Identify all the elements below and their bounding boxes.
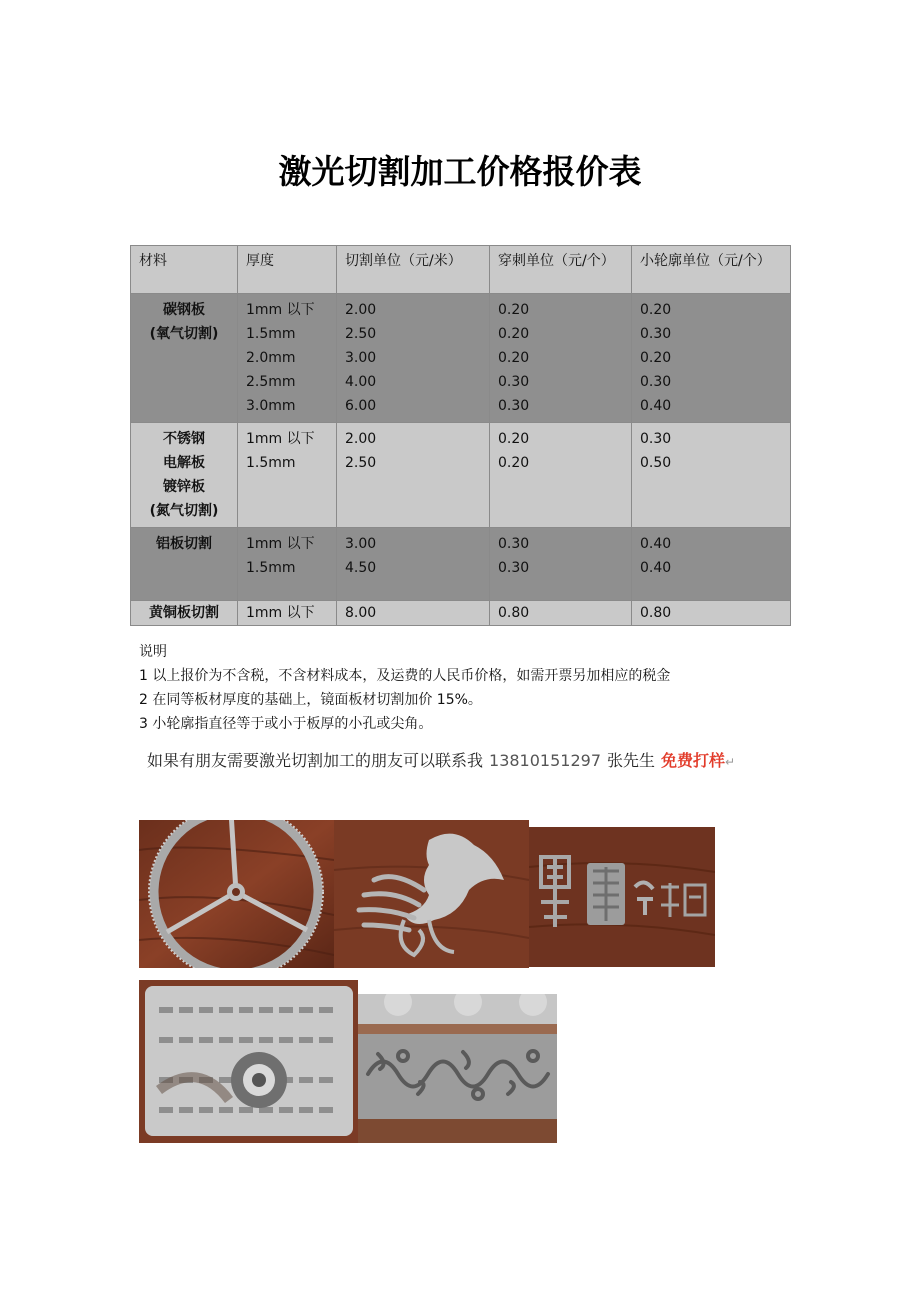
thickness-value: 1mm 以下 [246,431,315,447]
contour-price: 0.30 [640,326,672,342]
cut-price-cell [337,423,490,528]
contour-price: 0.20 [640,302,672,318]
thickness-cell: 1mm 以下 [238,601,337,626]
pierce-price: 0.20 [498,350,530,366]
cut-price-cell: 8.00 [337,601,490,626]
sample-photo-mirror-plate [139,980,358,1143]
table-header-row [131,246,791,294]
return-mark-icon: ↵ [725,755,736,769]
cut-price: 4.50 [345,560,377,576]
free-sample-offer: 免费打样 [661,751,726,770]
cut-price-cell [337,294,490,423]
cut-price: 6.00 [345,398,377,414]
sample-photo-ornament-strip [358,994,557,1143]
pierce-price-cell: 0.80 [490,601,632,626]
thickness-value: 2.5mm [246,374,296,390]
material-name: 铝板切割 [156,536,212,552]
header-pierce-price: 穿刺单位（元/个） [490,246,632,294]
thickness-cell [238,528,337,601]
pierce-price: 0.30 [498,536,530,552]
cut-price-cell [337,528,490,601]
material-name: 不锈钢 [163,431,205,447]
contour-price: 0.40 [640,398,672,414]
pierce-price: 0.20 [498,302,530,318]
material-name: 碳钢板 [163,302,205,318]
sample-photo-phoenix [334,820,529,968]
thickness-value: 2.0mm [246,350,296,366]
thickness-value: 3.0mm [246,398,296,414]
contour-price: 0.20 [640,350,672,366]
pierce-price: 0.20 [498,326,530,342]
contour-price: 0.30 [640,374,672,390]
gear-wheel-image [139,820,334,968]
thickness-value: 1.5mm [246,560,296,576]
page-title: 激光切割加工价格报价表 [278,152,642,191]
cut-price: 3.00 [345,350,377,366]
mirror-plate-image [139,980,358,1143]
header-contour-price: 小轮廓单位（元/个） [632,246,791,294]
contour-price-cell: 0.80 [632,601,791,626]
contour-price-cell [632,294,791,423]
contour-price: 0.40 [640,536,672,552]
cut-price: 2.00 [345,302,377,318]
thickness-value: 1mm 以下 [246,536,315,552]
notes-section [139,640,670,736]
ornament-strip-image [358,994,557,1143]
table-row-carbon-steel [131,294,791,423]
cut-price: 3.00 [345,536,377,552]
cut-price: 4.00 [345,374,377,390]
table-row-stainless-steel [131,423,791,528]
header-thickness: 厚度 [238,246,337,294]
material-method: (氧气切割) [149,326,219,342]
contour-price-cell [632,528,791,601]
material-cell [131,528,238,601]
notes-heading: 说明 [139,644,167,660]
pierce-price: 0.30 [498,560,530,576]
pierce-price: 0.20 [498,431,530,447]
contour-price-cell [632,423,791,528]
pierce-price: 0.20 [498,455,530,471]
note-item: 1 以上报价为不含税，不含材料成本，及运费的人民币价格，如需开票另加相应的税金 [139,668,671,684]
contour-price: 0.50 [640,455,672,471]
pierce-price: 0.30 [498,374,530,390]
material-cell: 黄铜板切割 [131,601,238,626]
note-item: 2 在同等板材厚度的基础上，镜面板材切割加价 15%。 [139,692,482,708]
thickness-value: 1.5mm [246,326,296,342]
sample-photo-seals [529,827,715,967]
thickness-cell [238,423,337,528]
contact-phone: 13810151297 [489,751,601,770]
seals-image [529,827,715,967]
cut-price: 2.50 [345,326,377,342]
table-row-aluminum [131,528,791,601]
material-name: 电解板 [163,455,205,471]
sample-photo-gear-wheel [139,820,334,968]
phoenix-image [334,820,529,968]
material-method: (氮气切割) [149,503,219,519]
table-row-brass [131,601,791,626]
pierce-price: 0.30 [498,398,530,414]
thickness-cell [238,294,337,423]
note-item: 3 小轮廓指直径等于或小于板厚的小孔或尖角。 [139,716,433,732]
pierce-price-cell [490,423,632,528]
material-cell [131,294,238,423]
cut-price: 2.00 [345,431,377,447]
contour-price: 0.30 [640,431,672,447]
header-material: 材料 [131,246,238,294]
material-cell [131,423,238,528]
contact-name: 张先生 [607,751,656,770]
thickness-value: 1mm 以下 [246,302,315,318]
thickness-value: 1.5mm [246,455,296,471]
contour-price: 0.40 [640,560,672,576]
cut-price: 2.50 [345,455,377,471]
contact-line [147,748,735,771]
header-cut-price: 切割单位（元/米） [337,246,490,294]
pierce-price-cell [490,528,632,601]
pierce-price-cell [490,294,632,423]
price-table [130,245,791,626]
material-name: 镀锌板 [163,479,205,495]
contact-text: 如果有朋友需要激光切割加工的朋友可以联系我 [147,751,484,770]
